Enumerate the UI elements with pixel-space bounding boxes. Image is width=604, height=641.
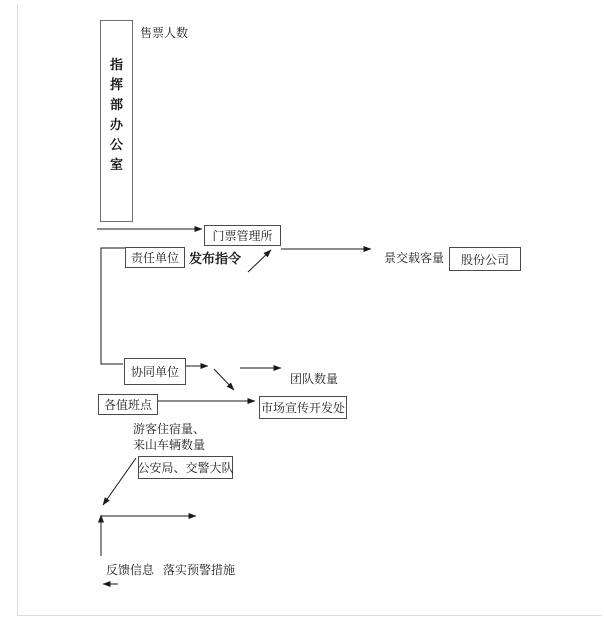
responsible-unit-label: 责任单位	[130, 251, 179, 265]
team-count-label: 团队数量	[290, 372, 339, 386]
issue-order-label: 发布指令	[189, 251, 242, 266]
command-office-box	[100, 20, 133, 222]
arrow-issue-order-to-ticket-office	[248, 250, 271, 272]
responsible-unit-box	[125, 247, 185, 268]
line-responsible-to-collaborative	[101, 248, 125, 364]
police-label: 公安局、交警大队	[137, 461, 234, 475]
stock-company-box	[449, 247, 521, 271]
duty-points-label: 各值班点	[103, 398, 152, 412]
marketing-dev-label: 市场宣传开发处	[260, 401, 345, 415]
collaborative-unit-box	[124, 358, 186, 385]
marketing-dev-box	[259, 396, 347, 419]
ticket-sales-label: 售票人数	[140, 26, 189, 40]
transport-load-label: 景交载客量	[384, 251, 445, 265]
feedback-label: 反馈信息	[106, 563, 155, 577]
arrow-diagonal-to-marketing	[214, 369, 234, 390]
ticket-office-box	[204, 225, 281, 246]
arrow-police-down-left	[103, 458, 136, 505]
duty-points-box	[98, 394, 158, 415]
police-box	[138, 456, 233, 479]
collaborative-unit-label: 协同单位	[130, 365, 179, 379]
measures-label: 落实预警措施	[163, 563, 236, 577]
stock-company-label: 股份公司	[460, 252, 509, 267]
lodging-label-line1: 游客住宿量、	[133, 422, 206, 436]
lodging-label-line2: 来山车辆数量	[133, 438, 206, 452]
ticket-office-label: 门票管理所	[212, 229, 273, 243]
command-office-label: 指挥部办公室	[109, 57, 123, 172]
